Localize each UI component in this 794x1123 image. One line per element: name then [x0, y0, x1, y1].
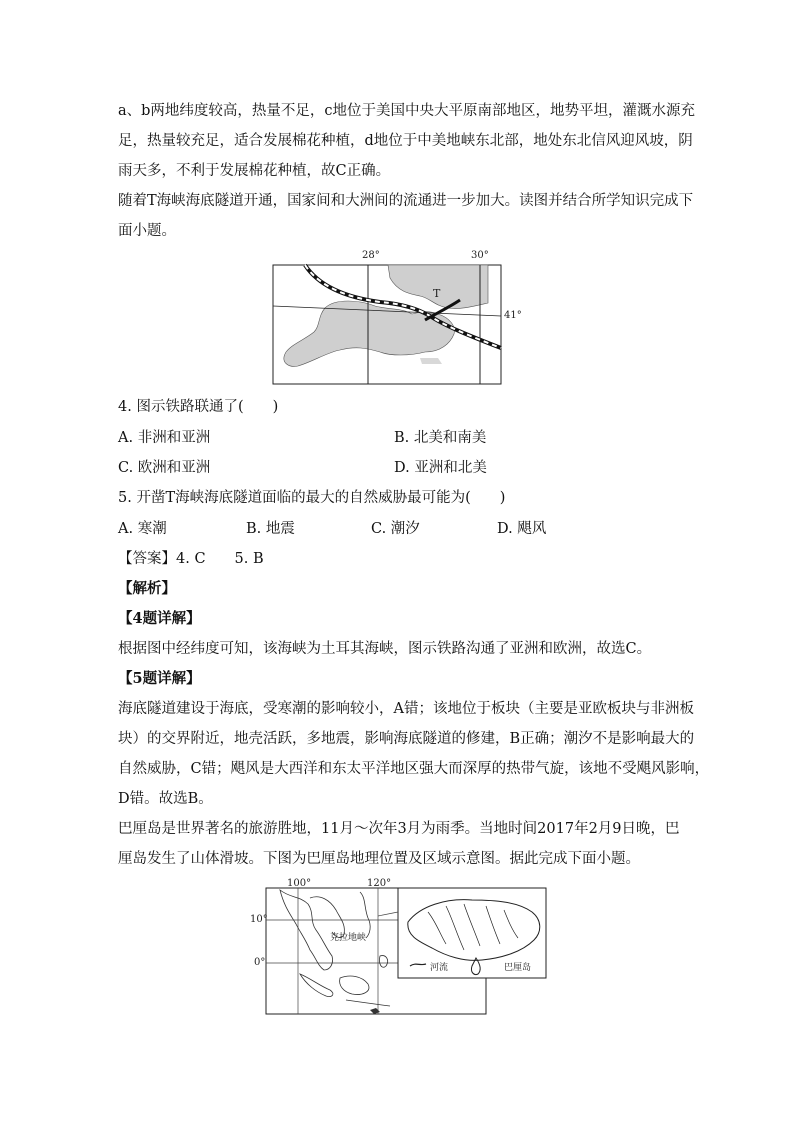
river-legend-label: 河流: [430, 963, 449, 973]
q5-detail-line: 海底隧道建设于海底，受寒潮的影响较小，A错；该地位于板块（主要是亚欧板块与非洲板: [118, 701, 694, 717]
kra-isthmus-label: 克拉地峡: [330, 933, 367, 943]
paragraph-line: 足，热量较充足，适合发展棉花种植，d地位于中美地峡东北部，地处东北信风迎风坡，阴: [118, 133, 693, 149]
q4-option-a: A. 非洲和亚洲: [118, 430, 211, 446]
latitude-label: 0°: [254, 957, 266, 968]
bali-map-figure: [250, 878, 550, 1018]
longitude-label: 100°: [287, 878, 312, 889]
q5-detail-heading: 【5题详解】: [118, 670, 201, 687]
bali-island-label: 巴厘岛: [504, 963, 532, 973]
q5-detail-line: D错。故选B。: [118, 791, 213, 807]
question-5-stem: 5. 开凿T海峡海底隧道面临的最大的自然威胁最可能为( ): [118, 490, 506, 506]
q4-option-b: B. 北美和南美: [394, 430, 487, 446]
answer-line: 【答案】4. C 5. B: [118, 551, 264, 567]
latitude-label: 41°: [504, 310, 522, 321]
longitude-label: 28°: [362, 250, 380, 261]
paragraph-line: 雨天多，不利于发展棉花种植，故C正确。: [118, 163, 391, 179]
q5-option-d: D. 飓风: [497, 521, 547, 537]
q4-detail: 根据图中经纬度可知，该海峡为土耳其海峡，图示铁路沟通了亚洲和欧洲，故选C。: [118, 641, 652, 657]
strait-marker-label: T: [433, 287, 441, 300]
paragraph-line: 随着T海峡海底隧道开通，国家间和大洲间的流通进一步加大。读图并结合所学知识完成下: [118, 193, 694, 209]
paragraph-line: 面小题。: [118, 223, 176, 239]
bali-map-svg: [250, 878, 550, 1018]
paragraph-line: 厘岛发生了山体滑坡。下图为巴厘岛地理位置及区域示意图。据此完成下面小题。: [118, 851, 640, 867]
strait-map-figure: [270, 248, 530, 388]
q5-option-a: A. 寒潮: [118, 521, 167, 537]
paragraph-line: a、b两地纬度较高，热量不足，c地位于美国中央大平原南部地区，地势平坦，灌溉水源充: [118, 103, 696, 119]
q5-detail-line: 块）的交界附近，地壳活跃，多地震，影响海底隧道的修建，B正确；潮汐不是影响最大的: [118, 731, 695, 747]
q4-option-c: C. 欧洲和亚洲: [118, 460, 211, 476]
longitude-label: 30°: [471, 250, 489, 261]
paragraph-line: 巴厘岛是世界著名的旅游胜地，11月～次年3月为雨季。当地时间2017年2月9日晚，巴: [118, 821, 680, 837]
question-4-stem: 4. 图示铁路联通了( ): [118, 399, 279, 415]
q5-option-c: C. 潮汐: [371, 521, 420, 537]
q5-detail-line: 自然威胁，C错；飓风是大西洋和东太平洋地区强大而深厚的热带气旋，该地不受飓风影响，: [118, 761, 710, 777]
q5-option-b: B. 地震: [246, 521, 295, 537]
q4-detail-heading: 【4题详解】: [118, 610, 201, 627]
strait-map-svg: [270, 248, 530, 388]
q4-option-d: D. 亚洲和北美: [394, 460, 487, 476]
longitude-label: 120°: [367, 878, 392, 889]
analysis-heading: 【解析】: [118, 580, 176, 597]
latitude-label: 10°: [250, 914, 268, 925]
